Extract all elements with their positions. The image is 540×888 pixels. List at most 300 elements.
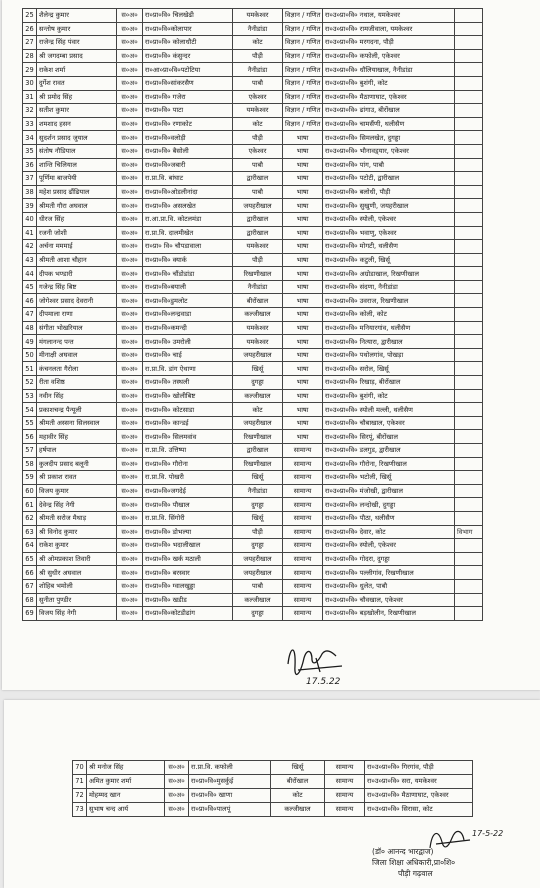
new-school-cell: रा०उ०प्रा०वि० कफोली, एकेश्वर (323, 49, 455, 63)
post-cell: स०अ० (165, 789, 189, 803)
teacher-name-cell: कंचनलता गैरोला (37, 362, 117, 376)
subject-cell: भाषा (283, 212, 323, 226)
post-cell: स०अ० (117, 552, 143, 566)
table-row (23, 457, 483, 471)
subject-cell: भाषा (283, 131, 323, 145)
post-cell: स०अ० (117, 158, 143, 172)
table-row (23, 267, 483, 281)
teacher-name-cell: श्री विनोद कुमार (37, 525, 117, 539)
table-row (23, 484, 483, 498)
post-cell: स०अ० (117, 36, 143, 50)
subject-cell: भाषा (283, 253, 323, 267)
remark-cell (455, 471, 483, 485)
block-cell: द्वारीखाल (233, 172, 283, 186)
post-cell: स०अ० (117, 444, 143, 458)
remark-cell (455, 457, 483, 471)
block-cell: द्वारीखाल (233, 212, 283, 226)
new-school-cell: रा०उ०प्रा०वि० भवाणु, एकेश्वर (323, 226, 455, 240)
new-school-cell: रा०उ०प्रा०वि० बड़खोलीन, रिखणीखाल (323, 607, 455, 621)
subject-cell: भाषा (283, 362, 323, 376)
block-cell: कोट (271, 789, 325, 803)
remark-cell (455, 90, 483, 104)
current-school-cell: रा०प्रा०वि०कमन्दी (143, 321, 233, 335)
serial-number-cell: 56 (23, 430, 37, 444)
table-row (73, 761, 473, 775)
new-school-cell: रा०उ०प्रा०वि० सरा, यमकेश्वर (365, 775, 473, 789)
subject-cell: भाषा (283, 403, 323, 417)
transfer-table-1 (22, 8, 483, 621)
subject-cell: विज्ञान / गणित (283, 104, 323, 118)
remark-cell (455, 403, 483, 417)
post-cell: स०अ० (117, 199, 143, 213)
current-school-cell: रा०प्रा०वि० तस्थली (143, 376, 233, 390)
table-row (23, 471, 483, 485)
new-school-cell: रा०उ०प्रा०वि० संदणा, नैनीडांडा (323, 280, 455, 294)
subject-cell: विज्ञान / गणित (283, 36, 323, 50)
current-school-cell: रा.आ.प्रा.वि. कोटलमंडा (143, 212, 233, 226)
block-cell: जयहरीखाल (233, 566, 283, 580)
table-row (23, 36, 483, 50)
block-cell: पाबौ (233, 158, 283, 172)
table-row (73, 789, 473, 803)
post-cell: स०अ० (117, 484, 143, 498)
table-row (73, 775, 473, 789)
current-school-cell: रा०प्रा०वि० कोटसाडा (143, 403, 233, 417)
new-school-cell: रा०उ०प्रा०वि० चौबाखाल, एकेश्वर (323, 416, 455, 430)
serial-number-cell: 45 (23, 280, 37, 294)
table-row (23, 552, 483, 566)
serial-number-cell: 55 (23, 416, 37, 430)
remark-cell (455, 36, 483, 50)
block-cell: कोट (233, 36, 283, 50)
post-cell: स०अ० (117, 579, 143, 593)
post-cell: स०अ० (117, 212, 143, 226)
teacher-name-cell: राकेश शर्मा (37, 63, 117, 77)
current-school-cell: रा०प्रा०वि० चौंडोडांडा (143, 267, 233, 281)
block-cell: नैनीडांडा (233, 22, 283, 36)
table-row (23, 389, 483, 403)
new-school-cell: रा०उ०प्रा०वि० नथाल, यमकेश्वर (323, 9, 455, 23)
current-school-cell: रा.प्रा.वि. कफोली (189, 761, 271, 775)
remark-cell (455, 376, 483, 390)
serial-number-cell: 40 (23, 212, 37, 226)
subject-cell: विज्ञान / गणित (283, 9, 323, 23)
serial-number-cell: 59 (23, 471, 37, 485)
table-row (23, 212, 483, 226)
table-row (23, 9, 483, 23)
post-cell: स०अ० (117, 348, 143, 362)
table-row (23, 49, 483, 63)
post-cell: स०अ० (117, 539, 143, 553)
block-cell: खिर्सू (233, 362, 283, 376)
new-school-cell: रा०उ०प्रा०वि० मैठाणाघाट, एकेश्वर (323, 90, 455, 104)
serial-number-cell: 61 (23, 498, 37, 512)
serial-number-cell: 37 (23, 172, 37, 186)
current-school-cell: रा.प्रा.वि. डांग ऐथाणा (143, 362, 233, 376)
teacher-name-cell: श्रीमती अस्सना सिलस्वाल (37, 416, 117, 430)
remark-cell (455, 566, 483, 580)
post-cell: स०अ० (117, 253, 143, 267)
new-school-cell: रा०उ०प्रा०वि० स्योली, एकेश्वर (323, 212, 455, 226)
post-cell: स०अ० (117, 63, 143, 77)
table-row (23, 362, 483, 376)
remark-cell (455, 104, 483, 118)
block-cell: रिखणीखाल (233, 457, 283, 471)
new-school-cell: रा०उ०प्रा०वि० उवराज, रिखणीखाल (323, 294, 455, 308)
table-row (23, 131, 483, 145)
post-cell: स०अ० (117, 362, 143, 376)
current-school-cell: रा.प्रा.वि. दालमीखेत (143, 226, 233, 240)
remark-cell (455, 22, 483, 36)
subject-cell: सामान्य (325, 775, 365, 789)
teacher-name-cell: संगीता भोखरियाल (37, 321, 117, 335)
remark-cell (455, 117, 483, 131)
table-row (23, 566, 483, 580)
current-school-cell: रा०प्रा०वि० ग्वालखुड्डा (143, 579, 233, 593)
serial-number-cell: 32 (23, 104, 37, 118)
serial-number-cell: 44 (23, 267, 37, 281)
block-cell: यमकेश्वर (233, 9, 283, 23)
teacher-name-cell: हर्षपाल (37, 444, 117, 458)
block-cell: दुगड्डा (233, 607, 283, 621)
table-row (23, 90, 483, 104)
block-cell: द्वारीखाल (233, 444, 283, 458)
teacher-name-cell: रीता वशिष्ठ (37, 376, 117, 390)
post-cell: स०अ० (117, 471, 143, 485)
remark-cell (455, 498, 483, 512)
remark-cell (455, 362, 483, 376)
new-school-cell: रा०उ०प्रा०वि० पथोलगांव, पोखड़ा (323, 348, 455, 362)
new-school-cell: रा०उ०प्रा०वि० गिरगांव, पौड़ी (365, 761, 473, 775)
block-cell: एकेश्वर (233, 144, 283, 158)
serial-number-cell: 31 (23, 90, 37, 104)
subject-cell: विज्ञान / गणित (283, 76, 323, 90)
table-row (23, 321, 483, 335)
post-cell: स०अ० (117, 90, 143, 104)
block-cell: पौड़ी (233, 49, 283, 63)
table-row (23, 253, 483, 267)
officer-district: पौड़ी गढ़वाल (398, 869, 433, 878)
new-school-cell: रा०उ०प्रा०वि० चौवखाल, एकेश्वर (323, 593, 455, 607)
subject-cell: सामान्य (283, 511, 323, 525)
serial-number-cell: 66 (23, 566, 37, 580)
block-cell: कल्जीखाल (233, 593, 283, 607)
subject-cell: भाषा (283, 280, 323, 294)
post-cell: स०अ० (117, 131, 143, 145)
current-school-cell: रा०प्रा०वि० चिलखेढी (143, 9, 233, 23)
subject-cell: सामान्य (325, 803, 365, 817)
subject-cell: भाषा (283, 267, 323, 281)
subject-cell: सामान्य (283, 552, 323, 566)
remark-cell (455, 430, 483, 444)
new-school-cell: रा०उ०प्रा०वि० लन्दोखी, दुगड्डा (323, 498, 455, 512)
new-school-cell: रा०उ०प्रा०वि० बुशंगी, कोट (323, 389, 455, 403)
new-school-cell: रा०उ०प्रा०वि० देवार, कोट (323, 525, 455, 539)
new-school-cell: रा०उ०प्रा०वि० बलोधी, पौड़ी (323, 185, 455, 199)
teacher-name-cell: सुनीता पुण्डीर (37, 593, 117, 607)
teacher-name-cell: श्रीमती गौरा अघवाल (37, 199, 117, 213)
subject-cell: भाषा (283, 308, 323, 322)
current-school-cell: रा०प्रा०वि० पौखाल (143, 498, 233, 512)
table-row (23, 172, 483, 186)
post-cell: स०अ० (117, 144, 143, 158)
current-school-cell: रा०प्रा०वि० खर्क मठाली (143, 552, 233, 566)
teacher-name-cell: अमित कुमार शर्मा (87, 775, 165, 789)
table-row (23, 525, 483, 539)
block-cell: कोट (233, 403, 283, 417)
new-school-cell: रा०उ०प्रा०वि० मोगटी, थलीसैण (323, 240, 455, 254)
subject-cell: सामान्य (283, 566, 323, 580)
subject-cell: विज्ञान / गणित (283, 117, 323, 131)
current-school-cell: रा०प्रा०वि० असलखेत (143, 199, 233, 213)
block-cell: पाबौ (233, 76, 283, 90)
teacher-name-cell: प्रकाशचन्द्र पैन्यूली (37, 403, 117, 417)
teacher-name-cell: शान्ति चिलियाल (37, 158, 117, 172)
post-cell: स०अ० (117, 566, 143, 580)
teacher-name-cell: सुभाष चन्द आर्य (87, 803, 165, 817)
post-cell: स०अ० (117, 267, 143, 281)
subject-cell: भाषा (283, 430, 323, 444)
remark-cell (455, 484, 483, 498)
remark-cell (455, 348, 483, 362)
current-school-cell: रा०प्रा०वि०पालपूं (189, 803, 271, 817)
block-cell: दुगड्डा (233, 498, 283, 512)
teacher-name-cell: नवीन सिंह (37, 389, 117, 403)
current-school-cell: रा०प्रा०वि० क्यार्क (143, 253, 233, 267)
block-cell: दुगड्डा (233, 376, 283, 390)
table-row (23, 117, 483, 131)
block-cell: नैनीडांडा (233, 63, 283, 77)
table-row (23, 403, 483, 417)
post-cell: स०अ० (117, 430, 143, 444)
block-cell: खिर्सू (233, 511, 283, 525)
subject-cell: भाषा (283, 335, 323, 349)
current-school-cell: रा.प्रा.वि. उत्तिष्पा (143, 444, 233, 458)
remark-cell (455, 199, 483, 213)
block-cell: कोट (233, 117, 283, 131)
transfer-table-2 (72, 760, 473, 817)
subject-cell: भाषा (283, 172, 323, 186)
subject-cell: सामान्य (283, 471, 323, 485)
table-row (23, 22, 483, 36)
serial-number-cell: 71 (73, 775, 87, 789)
current-school-cell: रा०प्रा०वि० सिलमवांव (143, 430, 233, 444)
current-school-cell: रा०प्रा०वि० बैसोली (143, 144, 233, 158)
post-cell: स०अ० (117, 240, 143, 254)
table-row (23, 280, 483, 294)
table-row (23, 348, 483, 362)
table-row (23, 430, 483, 444)
serial-number-cell: 25 (23, 9, 37, 23)
current-school-cell: रा०प्रा०वि०मुसर्कुई (189, 775, 271, 789)
serial-number-cell: 47 (23, 308, 37, 322)
new-school-cell: रा०उ०प्रा०वि० सिरपूं, बीरोंखाल (323, 430, 455, 444)
current-school-cell: रा०प्रा०वि०सांकरसैण (143, 76, 233, 90)
subject-cell: भाषा (283, 376, 323, 390)
table-row (23, 294, 483, 308)
teacher-name-cell: मोहम्मद खान (87, 789, 165, 803)
post-cell: स०अ० (117, 104, 143, 118)
serial-number-cell: 60 (23, 484, 37, 498)
teacher-name-cell: महेश प्रसाद ढौंढियाल (37, 185, 117, 199)
current-school-cell: रा०प्रा०वि०ओडलीनांदा (143, 185, 233, 199)
post-cell: स०अ० (117, 376, 143, 390)
post-cell: स०अ० (165, 803, 189, 817)
serial-number-cell: 42 (23, 240, 37, 254)
current-school-cell: रा०प्रा०वि० खाणा (189, 789, 271, 803)
table-row (23, 144, 483, 158)
table-row (23, 444, 483, 458)
block-cell: पौड़ी (233, 253, 283, 267)
signature-1-date: 17.5.22 (306, 677, 341, 686)
block-cell: नैनीडांडा (233, 280, 283, 294)
block-cell: दुगड्डा (233, 539, 283, 553)
current-school-cell: रा०प्रा०वि० चाई (143, 348, 233, 362)
subject-cell: सामान्य (283, 525, 323, 539)
current-school-cell: रा०प्रा०वि०जगदेई (143, 484, 233, 498)
teacher-name-cell: श्री प्रकाश रावत (37, 471, 117, 485)
subject-cell: भाषा (283, 199, 323, 213)
serial-number-cell: 51 (23, 362, 37, 376)
post-cell: स०अ० (117, 9, 143, 23)
post-cell: स०अ० (117, 389, 143, 403)
remark-cell (455, 294, 483, 308)
new-school-cell: रा०उ०प्रा०वि० अग्रोडाखाल, रिखणीखाल (323, 267, 455, 281)
teacher-name-cell: श्री मनोज सिंह (87, 761, 165, 775)
signature-1 (282, 636, 372, 686)
serial-number-cell: 48 (23, 321, 37, 335)
serial-number-cell: 35 (23, 144, 37, 158)
table-row (23, 607, 483, 621)
post-cell: स०अ० (117, 321, 143, 335)
teacher-name-cell: सन्तोष कुमार (37, 22, 117, 36)
teacher-name-cell: दीपक भण्डारी (37, 267, 117, 281)
teacher-name-cell: दुर्गेश रावत (37, 76, 117, 90)
remark-cell (455, 226, 483, 240)
teacher-name-cell: शैलेन्द्र कुमार (37, 9, 117, 23)
remark-cell (455, 335, 483, 349)
new-school-cell: रा०उ०प्रा०वि० स्योली, एकेश्वर (323, 539, 455, 553)
subject-cell: सामान्य (283, 539, 323, 553)
post-cell: स०अ० (117, 416, 143, 430)
subject-cell: सामान्य (283, 498, 323, 512)
document-page-2 (4, 700, 540, 888)
post-cell: स०अ० (117, 185, 143, 199)
table-row (23, 185, 483, 199)
table-row (23, 593, 483, 607)
teacher-name-cell: कुलदीप प्रसाद बलूनी (37, 457, 117, 471)
post-cell: स०अ० (117, 525, 143, 539)
new-school-cell: रा०उ०प्रा०वि० कोली, कोट (323, 308, 455, 322)
teacher-name-cell: देवेन्द्र सिंह नेगी (37, 498, 117, 512)
table-row (23, 76, 483, 90)
serial-number-cell: 68 (23, 593, 37, 607)
block-cell: पौड़ी (233, 525, 283, 539)
block-cell: रिखणीखाल (233, 267, 283, 281)
teacher-name-cell: संतोष नौडियाल (37, 144, 117, 158)
serial-number-cell: 39 (23, 199, 37, 213)
block-cell: पाबौ (233, 185, 283, 199)
block-cell: खिर्सू (271, 761, 325, 775)
serial-number-cell: 53 (23, 389, 37, 403)
subject-cell: भाषा (283, 240, 323, 254)
block-cell: कल्जीखाल (233, 389, 283, 403)
post-cell: स०अ० (117, 308, 143, 322)
post-cell: स०अ० (117, 498, 143, 512)
new-school-cell: रा०उ०प्रा०वि० मंजोखी, द्वारीखाल (323, 484, 455, 498)
block-cell: यमकेश्वर (233, 240, 283, 254)
subject-cell: विज्ञान / गणित (283, 90, 323, 104)
new-school-cell: रा०उ०प्रा०वि० डलगुड, द्वारीखाल (323, 444, 455, 458)
post-cell: स०अ० (117, 280, 143, 294)
serial-number-cell: 72 (73, 789, 87, 803)
new-school-cell: रा०उ०प्रा०वि० भौनावड़्यार, एकेश्वर (323, 144, 455, 158)
serial-number-cell: 49 (23, 335, 37, 349)
current-school-cell: रा०प्रा०वि०लन्द्रवाडा (143, 308, 233, 322)
subject-cell: भाषा (283, 185, 323, 199)
remark-cell (455, 185, 483, 199)
current-school-cell: रा.प्रा.वि. सिंगोरी (143, 511, 233, 525)
remark-cell: विभाग (455, 525, 483, 539)
post-cell: स०अ० (117, 49, 143, 63)
teacher-name-cell: श्रीमती सरोज मैथाड़ (37, 511, 117, 525)
block-cell: कल्जीखाल (233, 308, 283, 322)
remark-cell (455, 144, 483, 158)
current-school-cell: रा०प्रा०वि० गजेरा (143, 90, 233, 104)
serial-number-cell: 73 (73, 803, 87, 817)
teacher-name-cell: रजनी जोशी (37, 226, 117, 240)
teacher-name-cell: शमशाद हसन (37, 117, 117, 131)
teacher-name-cell: श्री जगदम्बा प्रसाद (37, 49, 117, 63)
block-cell: यमकेश्वर (233, 335, 283, 349)
block-cell: खिर्सू (233, 471, 283, 485)
subject-cell: सामान्य (325, 789, 365, 803)
serial-number-cell: 26 (23, 22, 37, 36)
table-body-2 (73, 761, 473, 817)
new-school-cell: रा०उ०प्रा०वि० मनियारगांव, थलीसैण (323, 321, 455, 335)
serial-number-cell: 30 (23, 76, 37, 90)
teacher-name-cell: राकेश कुमार (37, 539, 117, 553)
remark-cell (455, 321, 483, 335)
subject-cell: भाषा (283, 158, 323, 172)
remark-cell (455, 49, 483, 63)
current-school-cell: रा०प्रा०वि० पाटा (143, 104, 233, 118)
new-school-cell: रा०उ०प्रा०वि० स्योली मल्ली, थलीसैण (323, 403, 455, 417)
remark-cell (455, 240, 483, 254)
post-cell: स०अ० (117, 607, 143, 621)
subject-cell: सामान्य (283, 579, 323, 593)
subject-cell: भाषा (283, 321, 323, 335)
serial-number-cell: 65 (23, 552, 37, 566)
teacher-name-cell: अर्चना मममाई (37, 240, 117, 254)
new-school-cell: रा०उ०प्रा०वि० कटुली, खिर्सू (323, 253, 455, 267)
subject-cell: विज्ञान / गणित (283, 22, 323, 36)
teacher-name-cell: श्री ओमप्रकाश तिवारी (37, 552, 117, 566)
serial-number-cell: 62 (23, 511, 37, 525)
teacher-name-cell: सुदर्शन प्रसाद जुयाल (37, 131, 117, 145)
teacher-name-cell: श्री प्रमोद सिंह (37, 90, 117, 104)
document-page-1 (2, 0, 540, 690)
teacher-name-cell: मंगलानन्द पन्त (37, 335, 117, 349)
subject-cell: भाषा (283, 144, 323, 158)
remark-cell (455, 308, 483, 322)
serial-number-cell: 58 (23, 457, 37, 471)
new-school-cell: रा०उ०प्रा०वि० रिखाड़, बीरोंखाल (323, 376, 455, 390)
new-school-cell: रा०उ०प्रा०वि० गोदरा, दुगड्डा (323, 552, 455, 566)
post-cell: स०अ० (117, 226, 143, 240)
serial-number-cell: 70 (73, 761, 87, 775)
new-school-cell: रा०उ०प्रा०वि० पटोटी, द्वारीखाल (323, 172, 455, 186)
